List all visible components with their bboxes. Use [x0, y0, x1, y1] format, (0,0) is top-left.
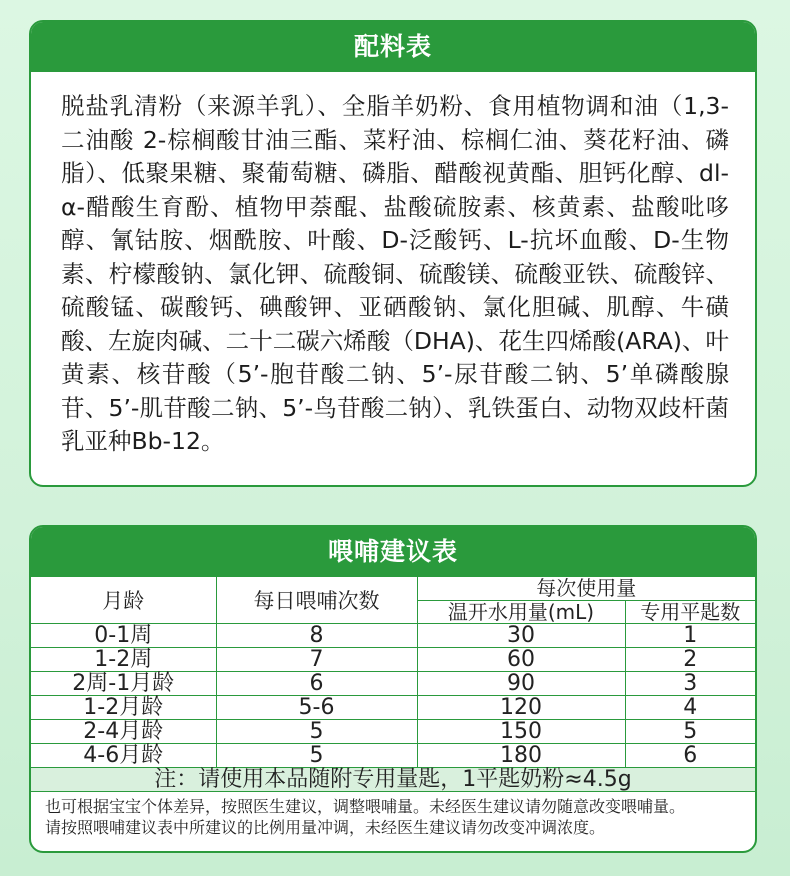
cell-times: 6 — [216, 672, 417, 696]
cell-scoops: 1 — [625, 624, 755, 648]
cell-times: 5 — [216, 720, 417, 744]
cell-water: 90 — [417, 672, 625, 696]
cell-water: 180 — [417, 744, 625, 768]
cell-water: 120 — [417, 696, 625, 720]
cell-scoops: 2 — [625, 648, 755, 672]
cell-age: 4-6月龄 — [31, 744, 216, 768]
header-per-feed: 每次使用量 — [417, 577, 755, 601]
advice-line-1: 也可根据宝宝个体差异，按照医生建议，调整喂哺量。未经医生建议请勿随意改变喂哺量。 — [45, 797, 686, 816]
cell-times: 8 — [216, 624, 417, 648]
cell-water: 30 — [417, 624, 625, 648]
header-scoops: 专用平匙数 — [625, 601, 755, 624]
feeding-advice — [31, 792, 755, 838]
cell-times: 5-6 — [216, 696, 417, 720]
ingredients-title: 配料表 — [31, 22, 755, 72]
table-row — [31, 672, 755, 696]
cell-scoops: 6 — [625, 744, 755, 768]
cell-water: 150 — [417, 720, 625, 744]
feeding-card — [29, 525, 757, 853]
feeding-table — [31, 577, 755, 792]
header-times: 每日喂哺次数 — [216, 577, 417, 624]
table-row — [31, 624, 755, 648]
cell-times: 5 — [216, 744, 417, 768]
table-row — [31, 696, 755, 720]
feeding-title: 喂哺建议表 — [31, 527, 755, 577]
cell-scoops: 5 — [625, 720, 755, 744]
scoop-note: 注：请使用本品随附专用量匙，1平匙奶粉≈4.5g — [31, 768, 755, 792]
note-row — [31, 768, 755, 792]
cell-age: 0-1周 — [31, 624, 216, 648]
cell-age: 1-2月龄 — [31, 696, 216, 720]
cell-age: 2-4月龄 — [31, 720, 216, 744]
cell-times: 7 — [216, 648, 417, 672]
table-row — [31, 744, 755, 768]
cell-age: 2周-1月龄 — [31, 672, 216, 696]
cell-scoops: 3 — [625, 672, 755, 696]
advice-line-2: 请按照喂哺建议表中所建议的比例用量冲调，未经医生建议请勿改变冲调浓度。 — [45, 818, 606, 837]
ingredients-card — [29, 20, 757, 487]
cell-water: 60 — [417, 648, 625, 672]
header-age: 月龄 — [31, 577, 216, 624]
header-water: 温开水用量(mL) — [417, 601, 625, 624]
ingredients-text: 脱盐乳清粉（来源羊乳）、全脂羊奶粉、食用植物调和油（1,3-二油酸 2-棕榈酸甘油三酯、菜籽油、棕榈仁油、葵花籽油、磷脂）、低聚果糖、聚葡萄糖、磷脂、醋酸视黄酯、胆钙化醇、dl-α-醋酸生育酚、植物甲萘醌、盐酸硫胺素、核黄素、盐酸吡哆醇、氰钴胺、烟酰胺、叶酸、D-泛酸钙、L-抗坏血酸、D-生物素、柠檬酸钠、氯化钾、硫酸铜、硫酸镁、硫酸亚铁、硫酸锌、硫酸锰、碳酸钙、碘酸钾、亚硒酸钠、氯化胆碱、肌醇、牛磺酸、左旋肉碱、二十二碳六烯酸（DHA)、花生四烯酸(ARA)、叶黄素、核苷酸（5’-胞苷酸二钠、5’-尿苷酸二钠、5’单磷酸腺苷、5’-肌苷酸二钠、5’-鸟苷酸二钠）、乳铁蛋白、动物双歧杆菌乳亚种Bb-12。 — [61, 92, 729, 455]
table-row — [31, 720, 755, 744]
cell-scoops: 4 — [625, 696, 755, 720]
cell-age: 1-2周 — [31, 648, 216, 672]
table-row — [31, 648, 755, 672]
